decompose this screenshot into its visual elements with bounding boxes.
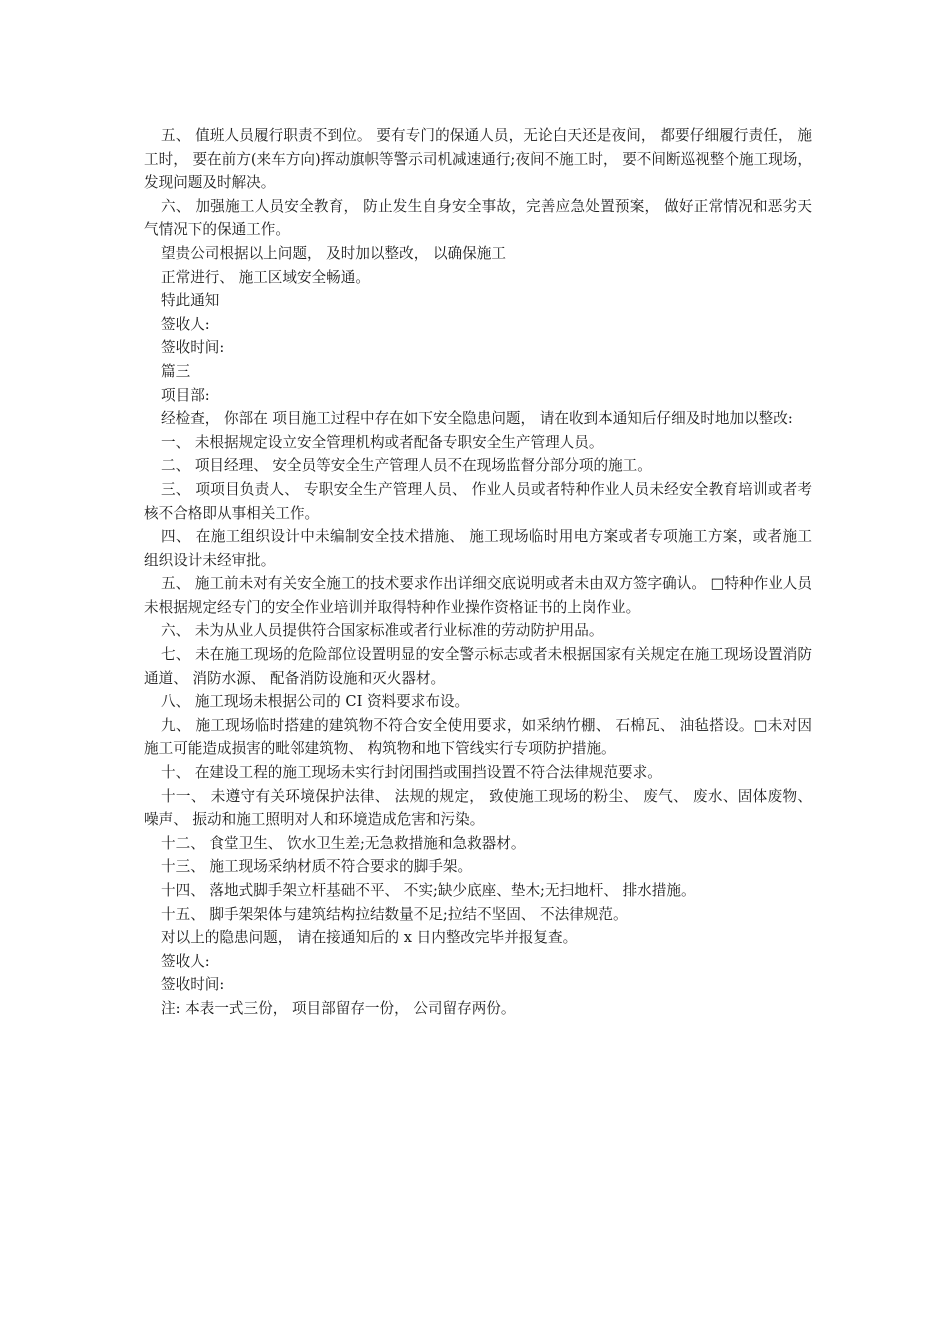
list-item: 十三、 施工现场采纳材质不符合要求的脚手架。 [161, 858, 473, 876]
list-item: 十四、 落地式脚手架立杆基础不平、 不实;缺少底座、垫木;无扫地杆、 排水措施。 [161, 882, 696, 899]
sign-time-label: 签收时间: [161, 976, 225, 994]
signee-label: 签收人: [161, 315, 210, 333]
list-item: 十二、 食堂卫生、 饮水卫生差;无急救措施和急救器材。 [161, 834, 526, 852]
paragraph-intro: 经检查， 你部在 项目施工过程中存在如下安全隐患问题， 请在收到本通知后仔细及时地加以整改: [161, 410, 793, 428]
list-item: 十五、 脚手架架体与建筑结构拉结数量不足;拉结不坚固、 不法律规范。 [161, 905, 628, 923]
addressee: 项目部: [161, 386, 210, 404]
list-item: 一、 未根据规定设立安全管理机构或者配备专职安全生产管理人员。 [161, 433, 604, 451]
list-item: 十一、 未遵守有关环境保护法律、 法规的规定， 致使施工现场的粉尘、 废气、 废水、固体废物、 噪声、 振动和施工照明对人和环境造成危害和污染。 [144, 787, 817, 829]
sign-time-label: 签收时间: [161, 339, 225, 357]
document-body [144, 124, 817, 1021]
list-item: 五、 施工前未对有关安全施工的技术要求作出详细交底说明或者未由双方签字确认。 □特种作业人员未根据规定经专门的安全作业培训并取得特种作业操作资格证书的上岗作业。 [144, 575, 812, 616]
paragraph-safety-education: 六、 加强施工人员安全教育， 防止发生自身安全事故，完善应急处置预案， 做好正常情况和恶劣天气情况下的保通工作。 [144, 197, 812, 239]
paragraph-duty-officers: 五、 值班人员履行职责不到位。 要有专门的保通人员，无论白天还是夜间， 都要仔细履行责任， 施工时， 要在前方(来车方向)挥动旗帜等警示司机减速通行;夜间不施工时， 要不间断巡视整个施工现场， 发现问题及时解决。 [144, 127, 817, 192]
list-item: 八、 施工现场未根据公司的 CI 资料要求布设。 [161, 693, 470, 711]
list-item: 三、 项项目负责人、 专职安全生产管理人员、 作业人员或者特种作业人员未经安全教育培训或者考核不合格即从事相关工作。 [144, 480, 812, 522]
list-item: 九、 施工现场临时搭建的建筑物不符合安全使用要求，如采纳竹棚、 石棉瓦、 油毡搭设。□未对因施工可能造成损害的毗邻建筑物、 构筑物和地下管线实行专项防护措施。 [144, 716, 812, 758]
paragraph-request: 望贵公司根据以上问题， 及时加以整改， 以确保施工 [161, 244, 506, 262]
list-item: 六、 未为从业人员提供符合国家标准或者行业标准的劳动防护用品。 [161, 622, 604, 640]
paragraph-request-cont: 正常进行、 施工区域安全畅通。 [161, 268, 370, 286]
list-item: 十、 在建设工程的施工现场未实行封闭围挡或围挡设置不符合法律规范要求。 [161, 764, 662, 782]
list-item: 二、 项目经理、 安全员等安全生产管理人员不在现场监督分部分项的施工。 [161, 457, 652, 475]
signee-label: 签收人: [161, 952, 210, 970]
paragraph-notice: 特此通知 [161, 292, 220, 310]
list-item: 七、 未在施工现场的危险部位设置明显的安全警示标志或者未根据国家有关规定在施工现场设置消防通道、 消防水源、 配备消防设施和灭火器材。 [144, 646, 812, 687]
paragraph-deadline: 对以上的隐患问题， 请在接通知后的 x 日内整改完毕并报复查。 [161, 929, 578, 947]
list-item: 四、 在施工组织设计中未编制安全技术措施、 施工现场临时用电方案或者专项施工方案，或者施工组织设计未经审批。 [144, 528, 812, 569]
section-title: 篇三 [161, 362, 191, 380]
paragraph-note: 注: 本表一式三份， 项目部留存一份， 公司留存两份。 [161, 999, 516, 1017]
